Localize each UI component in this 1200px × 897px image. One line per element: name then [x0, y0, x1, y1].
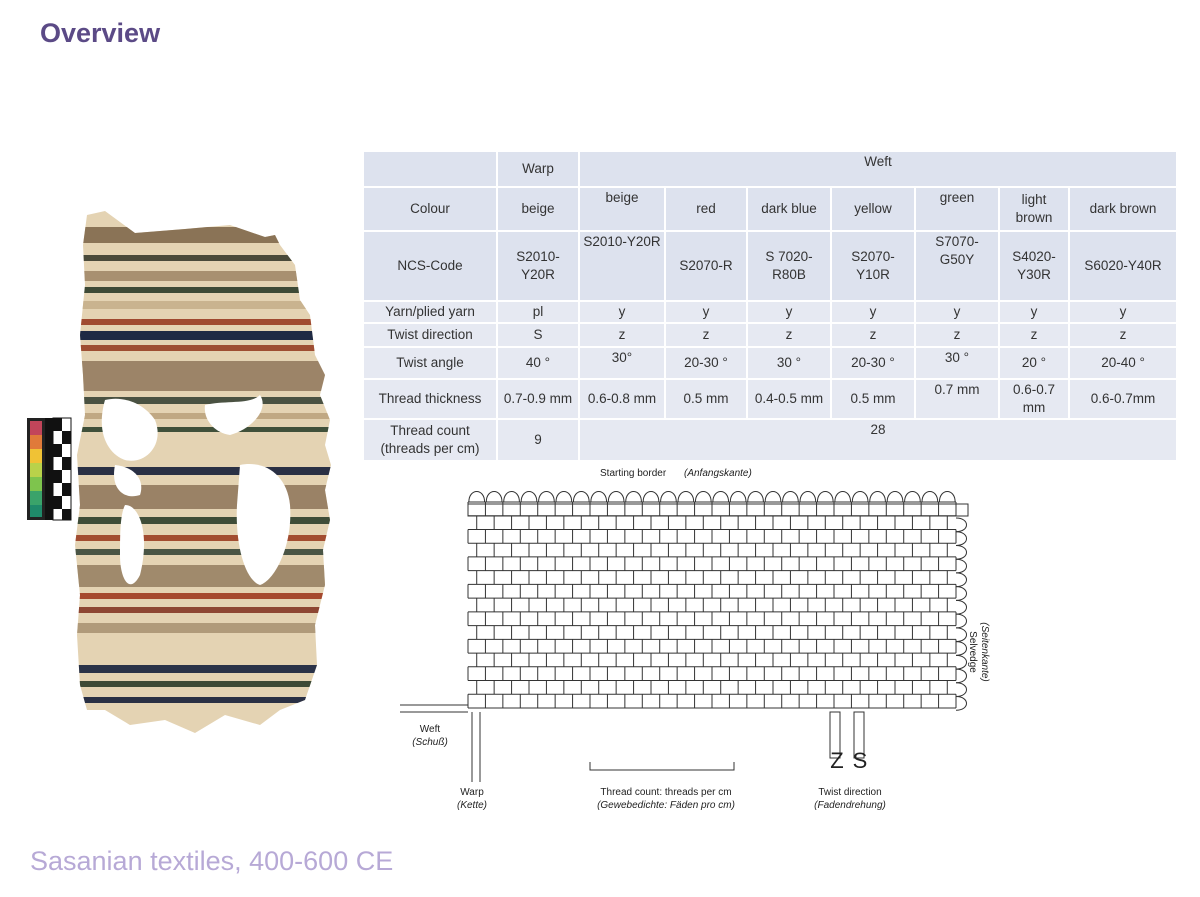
weft-thread-thickness: 0.4-0.5 mm: [747, 379, 831, 419]
weft-label-de: (Schuß): [412, 737, 448, 748]
weft-yarn: y: [1069, 301, 1177, 323]
ncs-label: NCS-Code: [363, 231, 497, 301]
weft-twist-direction: z: [999, 323, 1069, 347]
weft-twist-angle: 30 °: [915, 347, 999, 379]
weft-thread-count: 28: [579, 419, 1177, 461]
slide-title: Overview: [40, 18, 161, 48]
weft-twist-angle: 20 °: [999, 347, 1069, 379]
weft-twist-angle: 20-30 °: [665, 347, 747, 379]
colour-scale-bar: [27, 418, 71, 520]
warp-thread-thickness: 0.7-0.9 mm: [497, 379, 579, 419]
weft-colour: light brown: [999, 187, 1069, 231]
starting-border-label: Starting border: [600, 468, 667, 479]
weft-yarn: y: [665, 301, 747, 323]
thread-count-label-line2: (threads per cm): [380, 441, 480, 456]
thread-count-label: Thread count: threads per cm: [600, 787, 732, 798]
thread-count-label: [363, 419, 497, 461]
warp-label: Warp: [460, 787, 484, 798]
twist-direction-label: Twist direction: [363, 323, 497, 347]
weft-twist-direction: z: [915, 323, 999, 347]
weft-twist-angle: 20-40 °: [1069, 347, 1177, 379]
plain-weave-diagram: [400, 462, 1000, 822]
weft-twist-angle: 30 °: [747, 347, 831, 379]
colour-label: Colour: [363, 187, 497, 231]
starting-border-label-de: (Anfangskante): [684, 468, 752, 479]
weft-yarn: y: [831, 301, 915, 323]
weft-twist-angle: 30°: [579, 347, 665, 379]
weft-ncs: S6020-Y40R: [1069, 231, 1177, 301]
slide-footer: Sasanian textiles, 400-600 CE: [30, 846, 394, 876]
corner-cell: [363, 151, 497, 187]
thread-thickness-label: Thread thickness: [363, 379, 497, 419]
thread-count-label-line1: Thread count: [390, 423, 470, 439]
textile-spec-table: [362, 150, 1178, 462]
warp-twist-direction: S: [497, 323, 579, 347]
weft-thread-thickness: 0.6-0.8 mm: [579, 379, 665, 419]
weft-yarn: y: [915, 301, 999, 323]
weft-thread-thickness: 0.7 mm: [915, 379, 999, 419]
selvedge-label-de: (Seitenkante): [979, 622, 990, 682]
weft-thread-thickness: 0.6-0.7mm: [1069, 379, 1177, 419]
z-twist-letter: Z: [830, 748, 844, 773]
warp-label-de: (Kette): [456, 800, 488, 811]
warp-colour: beige: [497, 187, 579, 231]
twist-direction-label: Twist direction: [818, 787, 882, 798]
weft-thread-thickness: 0.5 mm: [665, 379, 747, 419]
weft-twist-direction: z: [665, 323, 747, 347]
weft-header: Weft: [579, 151, 1177, 187]
weft-ncs: S2070-R: [665, 231, 747, 301]
weft-twist-angle: 20-30 °: [831, 347, 915, 379]
yarn-label: Yarn/plied yarn: [363, 301, 497, 323]
weft-ncs: S2010-Y20R: [579, 231, 665, 301]
weft-yarn: y: [999, 301, 1069, 323]
weft-label: Weft: [419, 724, 441, 735]
weft-colour: dark brown: [1069, 187, 1177, 231]
textile-fragment-photo: [25, 205, 345, 745]
twist-angle-label: Twist angle: [363, 347, 497, 379]
warp-yarn: pl: [497, 301, 579, 323]
weft-ncs: S4020-Y30R: [999, 231, 1069, 301]
twist-direction-label-de: (Fadendrehung): [814, 800, 886, 811]
weft-twist-direction: z: [831, 323, 915, 347]
weft-ncs: S2070-Y10R: [831, 231, 915, 301]
warp-thread-count: 9: [497, 419, 579, 461]
warp-header: Warp: [497, 151, 579, 187]
weft-thread-thickness: 0.6-0.7 mm: [999, 379, 1069, 419]
weft-colour: green: [915, 187, 999, 231]
weft-thread-thickness: 0.5 mm: [831, 379, 915, 419]
s-twist-letter: S: [852, 748, 868, 773]
selvedge-label: Selvedge: [967, 631, 978, 673]
thread-count-label-de: (Gewebedichte: Fäden pro cm): [597, 800, 735, 811]
weft-colour: red: [665, 187, 747, 231]
weft-twist-direction: z: [1069, 323, 1177, 347]
weft-colour: yellow: [831, 187, 915, 231]
warp-twist-angle: 40 °: [497, 347, 579, 379]
weft-ncs: S7070-G50Y: [915, 231, 999, 301]
weft-colour: beige: [579, 187, 665, 231]
weft-colour: dark blue: [747, 187, 831, 231]
weft-yarn: y: [747, 301, 831, 323]
warp-ncs: S2010-Y20R: [497, 231, 579, 301]
weft-twist-direction: z: [747, 323, 831, 347]
weft-twist-direction: z: [579, 323, 665, 347]
weft-yarn: y: [579, 301, 665, 323]
weft-ncs: S 7020-R80B: [747, 231, 831, 301]
